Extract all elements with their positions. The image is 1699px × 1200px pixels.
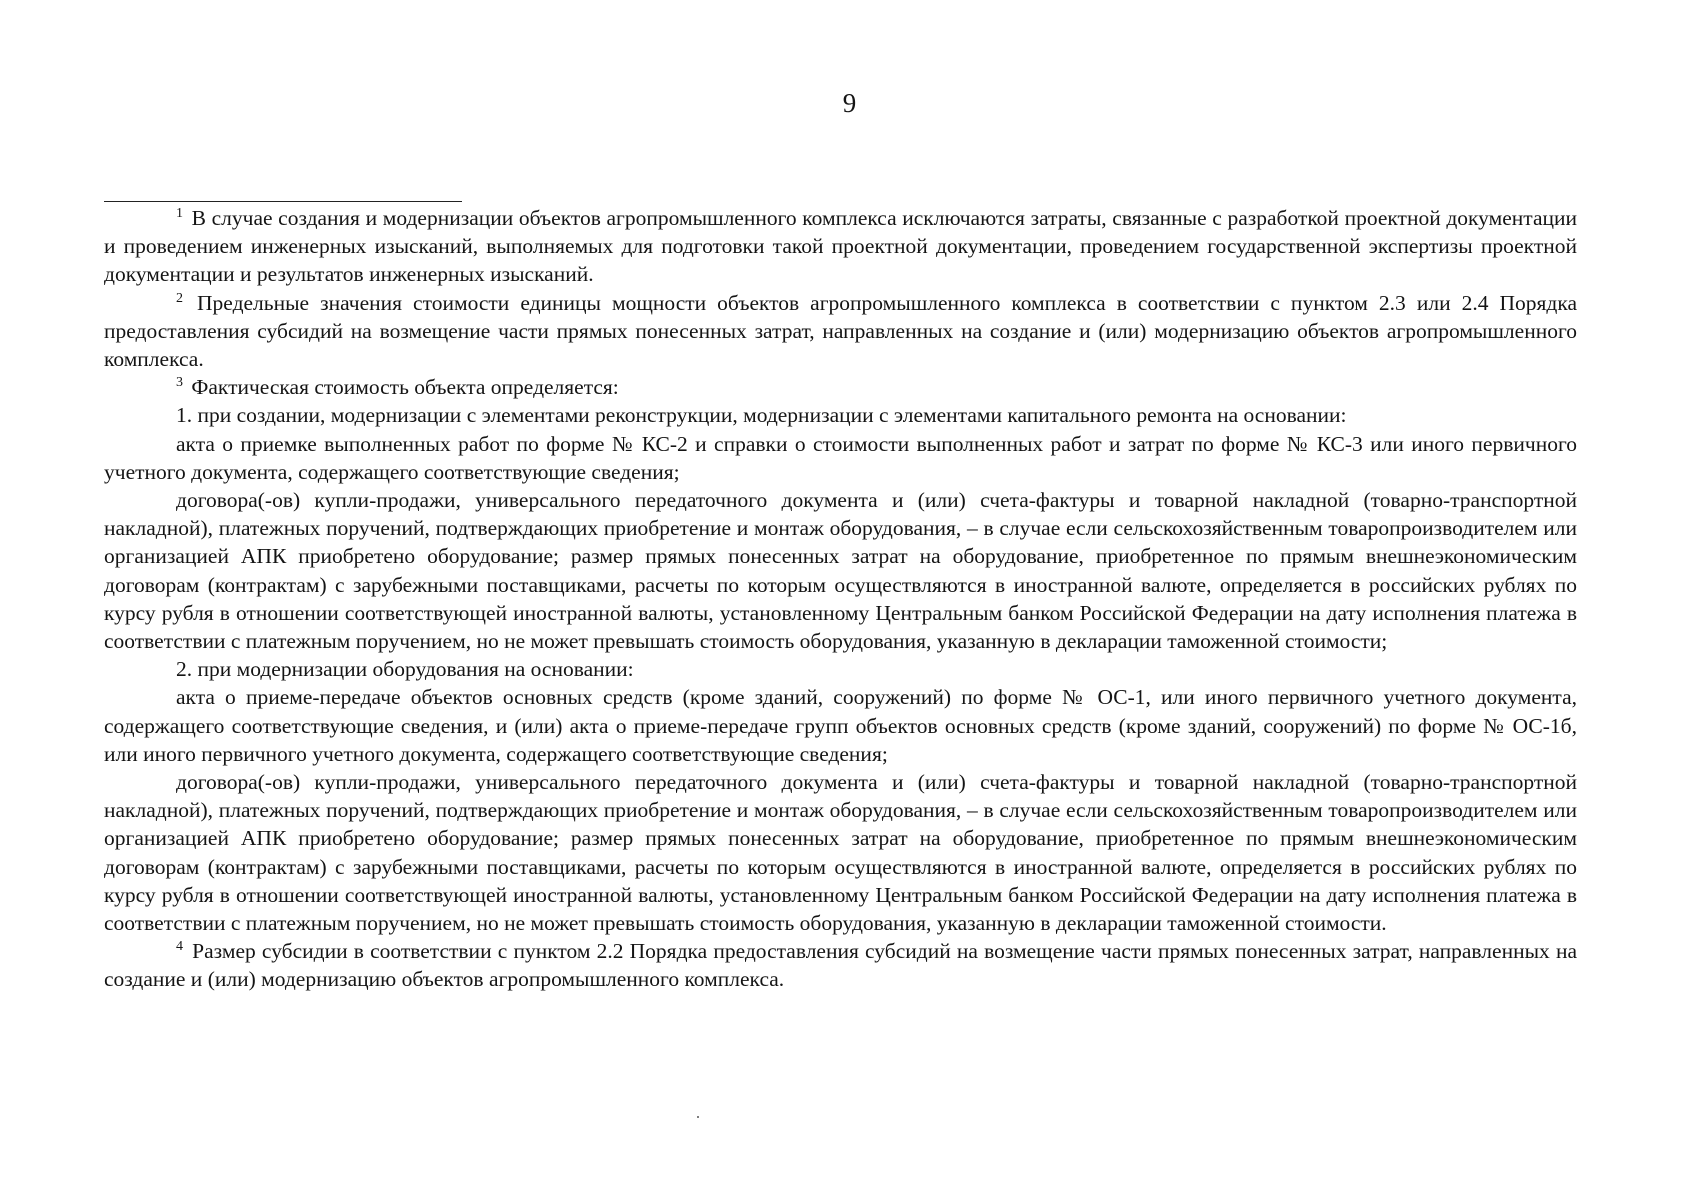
footnote-marker: 1 xyxy=(176,206,183,221)
footnote-3-item-1-act: акта о приемке выполненных работ по форме № КС-2 и справки о стоимости выполненных работ и затрат по форме № КС-3 или иного первичного учетного документа, содержащего соответствующие сведения; xyxy=(104,431,1577,484)
footnote-2 xyxy=(104,289,1577,374)
footnote-3 xyxy=(104,373,1577,401)
footnote-1 xyxy=(104,204,1577,289)
footnote-marker: 2 xyxy=(176,290,183,306)
footnote-text: Размер субсидии в соответствии с пунктом 2.2 Порядка предоставления субсидий на возмещение части прямых понесенных затрат, направленных на создание и (или) модернизацию объектов агропромышленного комплекса. xyxy=(104,939,1577,992)
footnote-text: Предельные значения стоимости единицы мощности объектов агропромышленного комплекса в соответствии с пунктом 2.3 или 2.4 Порядка предоставления субсидий на возмещение части прямых понесенных затрат, направленных на создание и (или) модернизацию объектов агропромышленного комплекса. xyxy=(104,290,1578,372)
footnote-4 xyxy=(104,937,1577,993)
footnote-3-item-2-act: акта о приеме-передаче объектов основных средств (кроме зданий, сооружений) по форме № ОС-1, или иного первичного учетного документа, содержащего соответствующие сведения, и (или) акта о приеме-передаче групп объектов основных средств (кроме зданий, сооружений) по форме № ОС-1б, или иного первичного учетного документа, содержащего соответствующие сведения; xyxy=(104,685,1577,766)
scan-speck xyxy=(697,1116,699,1118)
footnote-text: В случае создания и модернизации объектов агропромышленного комплекса исключаются затраты, связанные с разработкой проектной документации и проведением инженерных изысканий, выполняемых для подготовки такой проектной документации, проведением государственной экспертизы проектной документации и результатов инженерных изысканий. xyxy=(104,206,1578,287)
page-number: 9 xyxy=(842,88,857,118)
footnote-3-item-2: 2. при модернизации оборудования на основании: xyxy=(176,657,634,682)
footnote-text: Фактическая стоимость объекта определяется: xyxy=(191,375,619,400)
footnote-marker: 4 xyxy=(176,939,183,955)
footnotes-block xyxy=(104,204,1577,994)
footnote-3-item-1-contracts: договора(-ов) купли-продажи, универсального передаточного документа и (или) счета-фактуры и товарной накладной (товарно-транспортной накладной), платежных поручений, подтверждающих приобретение и монтаж оборудования, – в случае если сельскохозяйственным товаропроизводителем или организацией АПК приобретено оборудование; размер прямых понесенных затрат на оборудование, приобретенное по прямым внешнеэкономическим договорам (контрактам) с зарубежными поставщиками, расчеты по которым осуществляются в иностранной валюте, определяется в российских рублях по курсу рубля в отношении соответствующей иностранной валюты, установленному Центральным банком Российской Федерации на дату исполнения платежа в соответствии с платежным поручением, но не может превышать стоимость оборудования, указанную в декларации таможенной стоимости; xyxy=(104,488,1577,654)
footnote-marker: 3 xyxy=(176,375,183,391)
footnote-3-item-2-contracts: договора(-ов) купли-продажи, универсального передаточного документа и (или) счета-фактуры и товарной накладной (товарно-транспортной накладной), платежных поручений, подтверждающих приобретение и монтаж оборудования, – в случае если сельскохозяйственным товаропроизводителем или организацией АПК приобретено оборудование; размер прямых понесенных затрат на оборудование, приобретенное по прямым внешнеэкономическим договорам (контрактам) с зарубежными поставщиками, расчеты по которым осуществляются в иностранной валюте, определяется в российских рублях по курсу рубля в отношении соответствующей иностранной валюты, установленному Центральным банком Российской Федерации на дату исполнения платежа в соответствии с платежным поручением, но не может превышать стоимость оборудования, указанную в декларации таможенной стоимости. xyxy=(104,770,1577,936)
footnote-separator xyxy=(104,201,462,202)
footnote-3-item-1: 1. при создании, модернизации с элементами реконструкции, модернизации с элементами капитального ремонта на основании: xyxy=(176,403,1347,428)
